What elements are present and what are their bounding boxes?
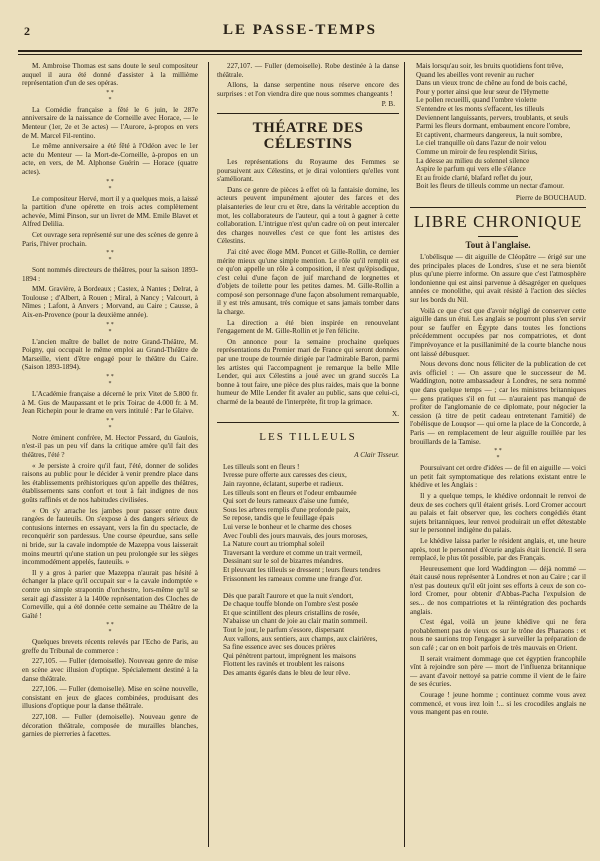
poem-line: Deviennent languissants, pervers, troublants, et seuls — [416, 113, 569, 122]
news-paragraph: 227,105. — Fuller (demoiselle). Nouveau genre de mise en scène avec illusion d'optique. Spécialement destiné à la danse théâtrale. — [22, 657, 198, 683]
separator-stars: * * * — [106, 417, 114, 431]
poem-line: S'entendre et les monts s'effacent, les tilleuls — [416, 104, 545, 113]
poem-line: La Nature court au triomphal soleil — [223, 540, 325, 549]
news-paragraph: Sont nommés directeurs de théâtres, pour la saison 1893-1894 : — [22, 266, 198, 283]
review-paragraph: J'ai cité avec éloge MM. Poncet et Gille-Rollin, ce dernier mérite mieux qu'une simple mention. Le rôle qu'il remplit est ce qu'on appelle un rôle à composition, il n'est qu'épisodique, c'est celui d'une façon de juif marchand de lorgnettes et d'objets de toilette pour les petites dames. M. Gille-Rollin a composé son personnage d'une façon absolument remarquable, il y est très amusant, très comique et sans jamais tomber dans la charge. — [217, 247, 399, 317]
poem-line: Parmi les fleurs dormant, embaument encore l'ombre, — [416, 122, 571, 131]
poem-line: Flottent les ravinés et troublent les raisons — [223, 660, 345, 669]
poem-line: Qui sort de leurs rameaux d'aise une fumée, — [223, 497, 349, 506]
news-paragraph: « Je persiste à croire qu'il faut, l'été, donner de solides raisons au public pour le décider à venir prendre place dans les établissements préhistoriques qu'on appelle des théâtres, établissements sans confort et tout à fait indignes de nos goûts raffinés et de nos habitudes civilisées. — [22, 461, 198, 504]
poem-line: Le pollen recueilli, quand l'ombre violette — [416, 96, 537, 105]
poem-line: Jain rayonne, éclatant, superbe et radieux. — [223, 479, 344, 488]
section-rule — [217, 422, 399, 423]
section-rule — [217, 113, 399, 114]
page-number: 2 — [24, 24, 30, 38]
poem-continued — [410, 62, 586, 191]
page-header — [18, 20, 582, 42]
section-title: LIBRE CHRONIQUE — [413, 211, 583, 231]
poem-line: Dès que paraît l'aurore et que la nuit s'endort, — [223, 591, 354, 600]
section-subtitle: Tout à l'anglaise. — [465, 239, 531, 250]
poem-line: Dessinant sur le sol de bizarres méandres. — [223, 557, 344, 566]
poem-line: De chaque touffe blonde on l'ombre s'est posée — [223, 600, 359, 609]
title-rule — [478, 236, 518, 237]
news-paragraph: L'Académie française a décerné le prix Vitet de 5.800 fr. à M. Gus de Maupassant et le prix Toirac de 4.000 fr. à M. Jean Richepin pour le drame en vers intitulé : Par le Glaive. — [22, 390, 198, 416]
chronicle-paragraph: Nous devons donc nous féliciter de la publication de cet avis officiel : — On assure que le successeur de M. Waddington, notre ambassadeur à Londres, ne sera nommé que dans quelque temps — ; car les ministres britanniques — gens pratiques s'il en fut — n'auraient pas manqué de profiter de l'anglomanie de ce diplomate, pour négocier la cession (à titre de petit cadeau entretenant l'amitié) de l'obélisque de Louqsor — qui orne la place de la Concorde, à Paris — en remplacement de leur aiguille rouillée par les brouillards de la Tamise. — [410, 360, 586, 446]
news-paragraph: Quelques brevets récents relevés par l'Echo de Paris, au greffe du Tribunal de commerce : — [22, 638, 198, 655]
news-paragraph: 227,107. — Fuller (demoiselle). Robe destinée à la danse théâtrale. — [217, 62, 399, 79]
poem-line: Sa fine essence avec ses douces prières — [223, 643, 336, 652]
separator-stars: * * * — [106, 178, 114, 192]
separator-stars: * * * — [106, 250, 114, 264]
poem-line: Tout le jour, le parfum s'essore, dispersant — [223, 626, 345, 635]
poem-line: Quand les abeilles vont revenir au rucher — [416, 70, 535, 79]
column-divider — [404, 62, 405, 847]
poem-line: Et au froide clarté, blafard reflet du jour, — [416, 173, 533, 182]
header-rule-thin — [18, 54, 582, 55]
chronicle-paragraph: Poursuivant cet ordre d'idées — de fil en aiguille — voici un petit fait symptomatique des relations existant entre le khédive et les Anglais : — [410, 464, 586, 490]
column-1 — [22, 62, 198, 849]
news-paragraph: Le même anniversaire a été fêté à l'Odéon avec le 1er acte du Menteur — la Mort-de-Corneille, à-propos en un acte, en vers, de M. Alphonse Guérin — Horace (quatre actes). — [22, 142, 198, 176]
poem-line: Ivresse pure offerte aux caresses des cieux, — [223, 471, 347, 480]
header-rule — [18, 50, 582, 52]
poem — [217, 451, 399, 677]
poem-line: Des amants égarés dans le bleu de leur rêve. — [223, 669, 351, 678]
signature: X. — [392, 409, 399, 418]
news-paragraph: MM. Gravière, à Bordeaux ; Castex, à Nantes ; Delrat, à Toulouse ; d'Albert, à Rouen ; Miral, à Nancy ; Valcourt, à Nîmes ; Lafont, à Anvers ; Morvand, au Caire ; Causse, à Aix-en-Provence (pour la deuxième année). — [22, 285, 198, 320]
news-paragraph: Le compositeur Hervé, mort il y a quelques mois, a laissé la partition d'une opérette en trois actes complètement achevée, Mimi Pinson, sur un livret de MM. Emile Blavet et Alfred Delilia. — [22, 194, 198, 229]
news-paragraph: Il y a gros à parier que Mazeppa n'aurait pas hésité à échanger la place qu'il occupait sur « la cavale indomptée » contre un simple strapontin d'orchestre, lors-même qu'il se serait agi d'assister à la 1400e représentation des Cloches de Corneville, qui a été donnée cette semaine au Théâtre de la Gaîté ! — [22, 568, 198, 620]
review-paragraph: La direction a été bien inspirée en renouvelant l'engagement de M. Gille-Rollin et je l'en félicite. — [217, 318, 399, 336]
separator-stars: * * * — [106, 89, 114, 103]
poem-line: Comme un miroir de feu resplendit Sirius, — [416, 147, 538, 156]
poem-line: Boit les fleurs de tilleuls comme un nectar d'amour. — [416, 182, 565, 191]
poem-line: Les tilleuls sont en fleurs et l'odeur embaumée — [223, 488, 357, 497]
news-paragraph: M. Ambroise Thomas est sans doute le seul compositeur auquel il aura été donné d'assister à la millième représentation d'un de ses opéras. — [22, 62, 198, 88]
poem-lines — [217, 463, 399, 678]
separator-stars: * * * — [106, 374, 114, 388]
news-paragraph: Notre éminent confrère, M. Hector Pessard, du Gaulois, n'est-il pas un peu vif dans la critique amère qu'il fait des théâtres, l'été ? — [22, 433, 198, 459]
poem-line: Se repose, tandis que le feuillage épais — [223, 514, 335, 523]
column-2 — [217, 62, 399, 849]
signature: P. B. — [381, 100, 395, 109]
separator-stars: * * * — [494, 448, 502, 462]
poem-line: Et captivent, charmeurs dangereux, la nuit sombre, — [416, 130, 563, 139]
poem-dedication: A Clair Tisseur. — [354, 451, 399, 460]
separator-stars: * * * — [106, 622, 114, 636]
poem-line: Avec l'oubli des jours mauvais, des jours moroses, — [223, 531, 368, 540]
poem-line: Mais lorsqu'au soir, les bruits quotidiens font trêve, — [416, 62, 564, 70]
poem-lines — [410, 62, 586, 191]
newspaper-title: LE PASSE-TEMPS — [223, 22, 377, 38]
poem-line: Et que scintillent des pleurs cristallins de rosée, — [223, 608, 360, 617]
review-paragraph: Dans ce genre de pièces à effet où la fantaisie domine, les acteurs peuvent impunément ajouter des farces et des plaisanteries de leur cru et être, dans la véritable acception du mot, les collaborateurs de l'auteur, qui a tout à gagner à cette collaboration. L'intrigue n'est qu'un cadre où on peut intercaler des charges nouvelles c'est ce que font les artistes des Célestins. — [217, 185, 399, 246]
news-paragraph: L'ancien maître de ballet de notre Grand-Théâtre, M. Poigny, qui occupait le même emploi au Grand-Théâtre de Marseille, vient d'être engagé pour le théâtre du Caire. (Saison 1893-1894). — [22, 337, 198, 372]
poem-line: Traversant la verdure et comme un trait vermeil, — [223, 548, 363, 557]
poem-line: Qui pénètrent partout, imprègnent les maisons — [223, 651, 356, 660]
poem-line: Aux vallons, aux sentiers, aux champs, aux clairières, — [223, 634, 378, 643]
poem-line: Dans un vieux tronc de chêne au fond de bois caché, — [416, 79, 568, 88]
news-paragraph: Allons, la danse serpentine nous réserve encore des surprises : et l'on viendra dire que nous sommes changeants ! — [217, 81, 399, 98]
poem-line — [217, 583, 399, 592]
news-paragraph: Cet ouvrage sera représenté sur une des scènes de genre à Paris, l'hiver prochain. — [22, 230, 198, 248]
separator-stars: * * * — [106, 321, 114, 335]
chronicle-paragraph: Courage ! jeune homme ; continuez comme vous avez commencé, et vous irez loin !... si les crocodiles anglais ne vous mangent pas en route. — [410, 691, 586, 717]
news-paragraph: 227,108. — Fuller (demoiselle). Nouveau genre de décoration théâtrale, composée de murailles blanches, garnies de pierreries à facettes. — [22, 713, 198, 739]
poem-line: Le ciel tranquille où dans l'azur de noir velou — [416, 139, 547, 148]
news-paragraph: La Comédie française a fêté le 6 juin, le 287e anniversaire de la naissance de Corneille avec Horace, — le Menteur (1er, 2e et 3e actes) — l'Aurore, à-propos en vers de M. Marcel Fil-rentino. — [22, 105, 198, 140]
poem-line: Les tilleuls sont en fleurs ! — [223, 462, 300, 471]
poem-signature: Pierre de BOUCHAUD. — [515, 193, 586, 202]
section-rule — [410, 207, 586, 208]
poem-line: N'abaisse un chant de joie au clair matin sommeil. — [223, 617, 368, 626]
news-paragraph: 227,106. — Fuller (demoiselle). Mise en scène nouvelle, consistant en jeux de glaces combinées, produisant des illusions d'optique pour la danse théâtrale. — [22, 685, 198, 711]
chronicle-paragraph: Voilà ce que c'est que d'avoir négligé de conserver cette aiguille dans un étui. Les anglais se pourront plus s'en servir pour se fauffer en Égypte dans toutes les fonctions précédemment occupées par nos compatriotes, et dont l'imprévoyance et la pusillanimité de la courte blanche nous ont laissé débusquer. — [410, 306, 586, 358]
column-divider — [208, 62, 209, 847]
poem-line: Pour y porter ainsi que leur sœur de l'Hymette — [416, 87, 549, 96]
chronicle-paragraph: Le khédive laissa parler le résident anglais, et, une heure après, tout le personnel d'écurie anglais était licencié. Il sera remplacé, le plus tôt possible, par des Français. — [410, 536, 586, 563]
poem-line: Lui verse le bonheur et le charme des choses — [223, 522, 352, 531]
chronicle-paragraph: Il y a quelque temps, le khédive ordonnait le renvoi de deux de ses cochers qu'il étaient grisés. Lord Cromer accourt au palais et fait observer que, les cochers congédiés étant sujets britanniques, leur renvoi produirait un effet détestable sur le personnel indigène du palais. — [410, 491, 586, 535]
poem-line: Frissonnent les rameaux comme une frange d'or. — [223, 574, 363, 583]
news-paragraph: « On s'y arrache les jambes pour passer entre deux rangées de fauteuils. On s'expose à des dangers sérieux de contusions internes en essayant, vers la fin du spectacle, de reconquérir son pardessus. Une course épeurdue, sans selle ni bride, sur la cavale indomptée de Mazeppa vous laisserait moins meurtri qu'une station un peu prolongée sur les sièges incommodément appelés, fauteuils. » — [22, 506, 198, 567]
poem-line: La déesse au milieu du solennel silence — [416, 156, 530, 165]
review-paragraph: Les représentations du Royaume des Femmes se poursuivent aux Célestins, et je dirai volontiers qu'elles vont s'améliorant. — [217, 157, 399, 184]
poem-title: LES TILLEULS — [259, 431, 357, 444]
poem-line: Et pleuvant les tilleuls se dressent ; leurs fleurs tendres — [223, 565, 381, 574]
section-title: THÉATRE DES CÉLESTINS — [252, 119, 364, 152]
chronicle-paragraph: Il serait vraiment dommage que cet égyptien francophile vînt à rejoindre son père — mort de l'influenza britannique — avant d'avoir nettoyé sa patrie comme il vient de le faire de ses écuries. — [410, 654, 586, 689]
chronicle-paragraph: L'obélisque — dit aiguille de Cléopâtre — érigé sur une des principales places de Londres, s'use et ne sera bientôt plus qu'une pierre informe. On assure que c'est l'atmosphère londonienne qui est ainsi parvenue à désagréger en quelques années ce monolithe, qui avait résisté à l'action des siècles sur les bords du Nil. — [410, 253, 586, 305]
poem-line: Sous les arbres remplis d'une profonde paix, — [223, 505, 351, 514]
chronicle-paragraph: C'est égal, voilà un jeune khédive qui ne fera probablement pas de vieux os sur le trône des Pharaons : et nous ne saurions trop l'engager à surveiller la préparation de son café ; car on en boit parfois de très mauvais en Orient. — [410, 618, 586, 653]
review-paragraph: On annonce pour la semaine prochaine quelques représentations du Premier mari de France qui seront données par une troupe de tournée dirigée par l'admirable Baron, parmi les artistes qui l'accompagnent je remarque la belle Mlle Lender, qui aux Célestins a joué avec un grand succès La bonne à tout faire, une pièce des plus raides, mais que la bonne humeur de Mlle Lender fit avaler au public, sans que celui-ci, charmé de la beauté de l'interprète, fit trop la grimace. — [217, 337, 399, 406]
chronicle-paragraph: Heureusement que lord Waddington — déjà nommé — était causé nous représenter à Londres et non au Caire ; car il n'est pas douteux qu'il eût joint ses efforts à ceux de son co-lord Cromer, pour obtenir d'Abbas-Pacha l'expulsion de ses... de nos compatriotes et la réintégration des pochards anglais. — [410, 564, 586, 616]
poem-line: Aspire le parfum qui vers elle s'élance — [416, 165, 526, 174]
column-3 — [410, 62, 586, 849]
